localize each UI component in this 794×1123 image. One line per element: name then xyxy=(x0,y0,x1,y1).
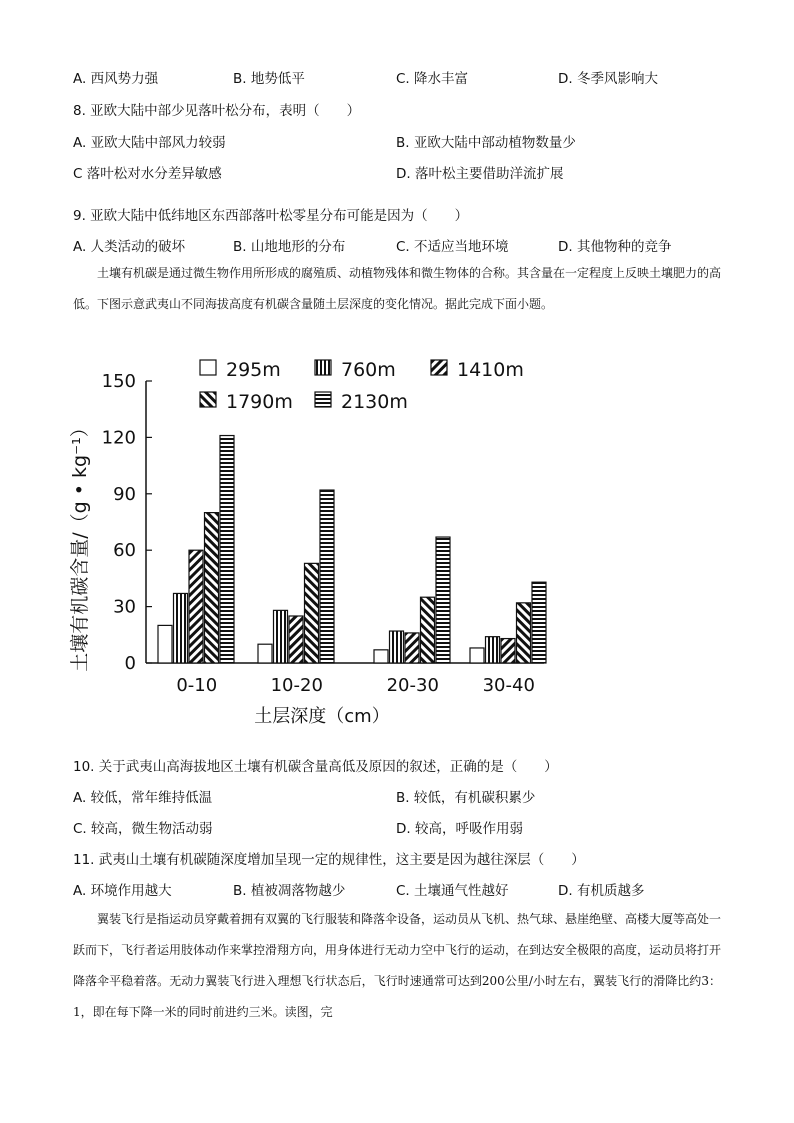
bar-1410m-30-40 xyxy=(501,639,515,663)
q7-option-b: B. 地势低平 xyxy=(233,71,305,87)
y-tick-label: 90 xyxy=(113,483,136,505)
x-axis-label: 土层深度（cm） xyxy=(254,706,390,727)
legend-swatch-2130m xyxy=(315,392,331,407)
legend-label-1410m: 1410m xyxy=(457,359,524,381)
q9-option-c: C. 不适应当地环境 xyxy=(396,239,509,255)
bar-295m-10-20 xyxy=(258,644,272,663)
bar-1790m-10-20 xyxy=(305,563,319,663)
q11-option-a: A. 环境作用越大 xyxy=(73,883,172,899)
q9-option-d: D. 其他物种的竞争 xyxy=(558,239,672,255)
q8-option-b: B. 亚欧大陆中部动植物数量少 xyxy=(396,135,576,151)
legend-swatch-760m xyxy=(315,360,331,375)
bar-1790m-0-10 xyxy=(205,513,219,663)
bar-295m-0-10 xyxy=(158,625,172,663)
bar-1790m-30-40 xyxy=(517,603,531,663)
q10-stem: 10. 关于武夷山高海拔地区土壤有机碳含量高低及原因的叙述，正确的是（ ） xyxy=(73,759,558,775)
q8-option-c: C 落叶松对水分差异敏感 xyxy=(73,166,222,182)
q10-option-a: A. 较低，常年维持低温 xyxy=(73,790,213,806)
q9-option-b: B. 山地地形的分布 xyxy=(233,239,346,255)
bar-2130m-30-40 xyxy=(532,582,546,663)
bar-760m-10-20 xyxy=(274,610,288,663)
q11-option-d: D. 有机质越多 xyxy=(558,883,645,899)
legend-swatch-1410m xyxy=(431,360,447,375)
bar-1790m-20-30 xyxy=(421,597,435,663)
legend-label-1790m: 1790m xyxy=(226,391,293,413)
y-tick-label: 60 xyxy=(113,540,136,562)
legend-label-295m: 295m xyxy=(226,359,281,381)
q10-option-d: D. 较高，呼吸作用弱 xyxy=(396,821,523,837)
legend-label-2130m: 2130m xyxy=(341,391,408,413)
chart-legend xyxy=(200,359,524,413)
y-tick-label: 150 xyxy=(101,371,136,392)
bar-760m-30-40 xyxy=(486,637,500,663)
bar-1410m-10-20 xyxy=(289,616,303,663)
q8-option-d: D. 落叶松主要借助洋流扩展 xyxy=(396,166,564,182)
q11-option-c: C. 土壤通气性越好 xyxy=(396,883,509,899)
x-tick-label: 20-30 xyxy=(386,675,439,696)
q9-option-a: A. 人类活动的破坏 xyxy=(73,239,186,255)
soil-carbon-bar-chart xyxy=(68,350,548,730)
bar-760m-20-30 xyxy=(390,631,404,663)
legend-swatch-295m xyxy=(200,360,216,375)
q7-option-d: D. 冬季风影响大 xyxy=(558,71,658,87)
y-axis-label: 土壤有机碳含量/（g • kg⁻¹） xyxy=(69,418,91,672)
legend-swatch-1790m xyxy=(200,392,216,407)
passage-wingsuit: 翼装飞行是指运动员穿戴着拥有双翼的飞行服装和降落伞设备，运动员从飞机、热气球、悬崖绝壁、高楼大厦等高处一跃而下，飞行者运用肢体动作来掌控滑翔方向，用身体进行无动力空中飞行的运动，在到达安全极限的高度，运动员将打开降落伞平稳着落。无动力翼装飞行进入理想飞行状态后，飞行时速通常可达到200公里/小时左右，翼装飞行的滑降比约3：1，即在每下降一米的同时前进约三米。读图，完 xyxy=(73,912,722,1019)
q8-stem: 8. 亚欧大陆中部少见落叶松分布，表明（ ） xyxy=(73,103,361,119)
bar-1410m-20-30 xyxy=(405,633,419,663)
q7-option-a: A. 西风势力强 xyxy=(73,71,159,87)
y-tick-label: 0 xyxy=(124,653,136,674)
q7-option-c: C. 降水丰富 xyxy=(396,71,469,87)
q9-stem: 9. 亚欧大陆中低纬地区东西部落叶松零星分布可能是因为（ ） xyxy=(73,208,469,224)
x-tick-label: 10-20 xyxy=(270,675,323,696)
x-tick-label: 0-10 xyxy=(176,675,218,696)
bar-1410m-0-10 xyxy=(189,550,203,663)
y-tick-label: 120 xyxy=(101,427,136,449)
bar-760m-0-10 xyxy=(174,593,188,663)
y-tick-label: 30 xyxy=(113,596,136,618)
passage-soil-carbon: 土壤有机碳是通过微生物作用所形成的腐殖质、动植物残体和微生物体的合称。其含量在一定程度上反映土壤肥力的高低。下图示意武夷山不同海拔高度有机碳含量随土层深度的变化情况。据此完成下面小题。 xyxy=(73,266,722,311)
q11-stem: 11. 武夷山土壤有机碳随深度增加呈现一定的规律性，这主要是因为越往深层（ ） xyxy=(73,852,585,868)
bar-295m-30-40 xyxy=(470,648,484,663)
legend-label-760m: 760m xyxy=(341,359,396,381)
chart-bars xyxy=(158,436,546,663)
q11-option-b: B. 植被凋落物越少 xyxy=(233,883,346,899)
bar-2130m-0-10 xyxy=(220,436,234,663)
x-tick-label: 30-40 xyxy=(482,675,535,696)
q8-option-a: A. 亚欧大陆中部风力较弱 xyxy=(73,135,226,151)
bar-2130m-20-30 xyxy=(436,537,450,663)
bar-2130m-10-20 xyxy=(320,490,334,663)
bar-295m-20-30 xyxy=(374,650,388,663)
q10-option-c: C. 较高，微生物活动弱 xyxy=(73,821,213,837)
q10-option-b: B. 较低，有机碳积累少 xyxy=(396,790,536,806)
